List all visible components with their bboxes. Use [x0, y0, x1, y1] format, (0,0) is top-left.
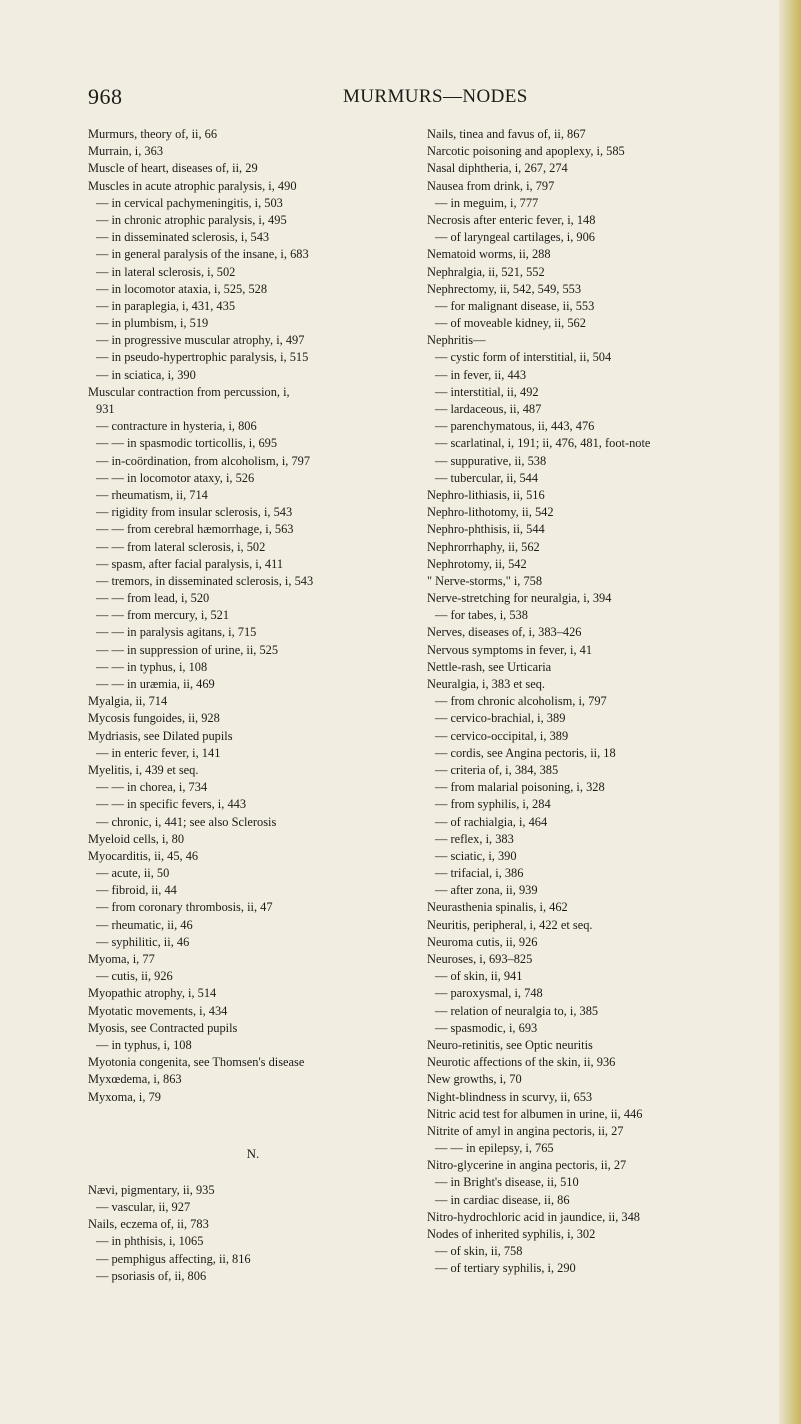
index-entry: Neurasthenia spinalis, i, 462 [427, 900, 568, 915]
index-subentry: — — in paralysis agitans, i, 715 [96, 625, 257, 640]
index-subentry: — cordis, see Angina pectoris, ii, 18 [435, 745, 616, 760]
index-subentry: — pemphigus affecting, ii, 816 [96, 1251, 251, 1266]
index-subentry: — lardaceous, ii, 487 [435, 402, 542, 416]
index-entry: Neuritis, peripheral, i, 422 et seq. [427, 917, 593, 932]
index-subentry: — in phthisis, i, 1065 [96, 1234, 204, 1249]
index-subentry: — in general paralysis of the insane, i, 683 [96, 247, 309, 262]
index-entry: Muscles in acute atrophic paralysis, i, 490 [88, 178, 297, 193]
index-entry: Nitric acid test for albumen in urine, ii, 446 [427, 1106, 643, 1121]
index-subentry: — reflex, i, 383 [435, 831, 514, 846]
index-subentry: — cervico-brachial, i, 389 [435, 711, 566, 726]
index-entry: Mycosis fungoides, ii, 928 [88, 711, 220, 726]
index-entry: Nodes of inherited syphilis, i, 302 [427, 1227, 596, 1241]
index-subentry: — fibroid, ii, 44 [96, 883, 177, 898]
index-entry: Myosis, see Contracted pupils [88, 1020, 238, 1035]
index-entry: Myxœdema, i, 863 [88, 1072, 182, 1087]
index-subentry: — in sciatica, i, 390 [96, 367, 196, 382]
index-subentry: — — from mercury, i, 521 [96, 608, 230, 623]
index-subentry: — syphilitic, ii, 46 [96, 934, 190, 949]
index-subentry: — trifacial, i, 386 [435, 866, 524, 881]
index-subentry: — of laryngeal cartilages, i, 906 [435, 230, 595, 245]
index-entry: Myocarditis, ii, 45, 46 [88, 848, 199, 863]
index-subentry: — rigidity from insular sclerosis, i, 543 [96, 505, 293, 520]
index-subentry: — of tertiary syphilis, i, 290 [435, 1261, 576, 1276]
index-entry: Muscle of heart, diseases of, ii, 29 [88, 161, 258, 176]
index-entry: Neurotic affections of the skin, ii, 936 [427, 1055, 616, 1070]
index-column-right [427, 126, 767, 1278]
index-subentry: — contracture in hysteria, i, 806 [96, 419, 257, 434]
index-entry: Nerve-stretching for neuralgia, i, 394 [427, 591, 612, 606]
index-subentry: — in chronic atrophic paralysis, i, 495 [96, 212, 287, 227]
index-entry: Myoma, i, 77 [88, 952, 155, 966]
index-subentry: — — in locomotor ataxy, i, 526 [96, 470, 255, 485]
index-entry: Nephro-lithiasis, ii, 516 [427, 487, 545, 502]
section-letter: N. [246, 1145, 260, 1161]
index-subentry: — in lateral sclerosis, i, 502 [96, 264, 236, 279]
index-subentry: — in plumbism, i, 519 [96, 316, 209, 331]
index-entry: Nausea from drink, i, 797 [427, 178, 555, 193]
index-entry: Muscular contraction from percussion, i, [88, 384, 290, 399]
index-subentry: — paroxysmal, i, 748 [435, 986, 543, 1001]
index-subentry: — in Bright's disease, ii, 510 [435, 1175, 579, 1190]
index-entry: Myeloid cells, i, 80 [88, 831, 185, 846]
index-entry: Myelitis, i, 439 et seq. [88, 762, 199, 777]
index-entry: Myotonia congenita, see Thomsen's disease [88, 1055, 305, 1070]
index-subentry: — in enteric fever, i, 141 [96, 745, 221, 760]
index-entry: Myotatic movements, i, 434 [88, 1003, 228, 1018]
index-subentry: — for tabes, i, 538 [435, 608, 528, 623]
index-entry: Nerves, diseases of, i, 383–426 [427, 625, 582, 640]
index-subentry: — — from lateral sclerosis, i, 502 [96, 539, 266, 554]
index-subentry: — of skin, ii, 941 [435, 969, 523, 984]
index-subentry: — from malarial poisoning, i, 328 [435, 780, 605, 795]
index-subentry: — from chronic alcoholism, i, 797 [435, 694, 607, 709]
index-subentry: — psoriasis of, ii, 806 [96, 1268, 207, 1283]
index-subentry: — tubercular, ii, 544 [435, 470, 539, 485]
index-subentry: — — in spasmodic torticollis, i, 695 [96, 436, 278, 451]
index-subentry: — in paraplegia, i, 431, 435 [96, 298, 236, 313]
index-subentry: — in meguim, i, 777 [435, 195, 539, 210]
index-subentry: — relation of neuralgia to, i, 385 [435, 1003, 599, 1018]
index-subentry: — in pseudo-hypertrophic paralysis, i, 515 [96, 350, 309, 365]
index-entry: Neuralgia, i, 383 et seq. [427, 677, 546, 691]
index-subentry: — — from cerebral hæmorrhage, i, 563 [96, 522, 294, 537]
index-entry: Nephro-lithotomy, ii, 542 [427, 505, 554, 520]
index-entry: Night-blindness in scurvy, ii, 653 [427, 1089, 593, 1104]
index-subentry: — in typhus, i, 108 [96, 1037, 192, 1052]
index-entry: Mydriasis, see Dilated pupils [88, 728, 233, 743]
index-subentry: — cystic form of interstitial, ii, 504 [435, 350, 612, 365]
index-column-left [88, 126, 418, 1285]
page-number: 968 [88, 84, 123, 109]
index-entry: New growths, i, 70 [427, 1072, 522, 1087]
index-entry: Nephrectomy, ii, 542, 549, 553 [427, 281, 582, 296]
index-entry: Neuro-retinitis, see Optic neuritis [427, 1037, 593, 1052]
index-subentry: — in cervical pachymeningitis, i, 503 [96, 195, 283, 210]
index-entry: Nails, tinea and favus of, ii, 867 [427, 127, 586, 141]
index-entry: Nettle-rash, see Urticaria [427, 659, 552, 674]
index-subentry: — — from lead, i, 520 [96, 591, 210, 606]
index-subentry: — of rachialgia, i, 464 [435, 814, 548, 829]
index-subentry: — interstitial, ii, 492 [435, 384, 539, 399]
index-subentry: — in progressive muscular atrophy, i, 497 [96, 333, 305, 348]
index-subentry: — sciatic, i, 390 [435, 848, 517, 863]
index-subentry: — from syphilis, i, 284 [435, 797, 551, 812]
index-subentry: — vascular, ii, 927 [96, 1200, 191, 1215]
index-subentry: — cutis, ii, 926 [96, 969, 173, 984]
index-subentry: — — in chorea, i, 734 [96, 780, 208, 795]
index-subentry: — in cardiac disease, ii, 86 [435, 1192, 570, 1207]
index-entry: Nævi, pigmentary, ii, 935 [88, 1182, 215, 1197]
index-entry: Nematoid worms, ii, 288 [427, 247, 551, 262]
index-subentry: — tremors, in disseminated sclerosis, i, 543 [96, 573, 314, 588]
running-head: MURMURS—NODES [343, 86, 528, 107]
index-entry: Nephrotomy, ii, 542 [427, 556, 527, 571]
index-subentry: — criteria of, i, 384, 385 [435, 762, 559, 777]
index-entry: Nephro-phthisis, ii, 544 [427, 522, 545, 537]
index-subentry: — chronic, i, 441; see also Sclerosis [96, 814, 277, 829]
index-subentry: — parenchymatous, ii, 443, 476 [435, 419, 595, 434]
index-entry: Nitro-hydrochloric acid in jaundice, ii, 348 [427, 1209, 640, 1224]
index-entry: Nasal diphtheria, i, 267, 274 [427, 161, 568, 176]
index-subentry: — rheumatic, ii, 46 [96, 917, 193, 932]
index-subentry: — — in suppression of urine, ii, 525 [96, 642, 279, 657]
index-subentry: — in locomotor ataxia, i, 525, 528 [96, 281, 268, 296]
index-subentry: — after zona, ii, 939 [435, 883, 538, 898]
index-subentry: — for malignant disease, ii, 553 [435, 298, 595, 313]
index-subentry: — of skin, ii, 758 [435, 1244, 523, 1259]
page-header [88, 84, 748, 114]
index-entry: Neuroses, i, 693–825 [427, 952, 533, 966]
index-entry: Necrosis after enteric fever, i, 148 [427, 212, 596, 227]
index-entry: Neuroma cutis, ii, 926 [427, 934, 538, 949]
index-entry: Murmurs, theory of, ii, 66 [88, 127, 218, 141]
index-entry: Narcotic poisoning and apoplexy, i, 585 [427, 144, 625, 159]
index-entry: Nephralgia, ii, 521, 552 [427, 264, 545, 279]
index-subentry: 931 [96, 402, 115, 416]
index-entry: Nitrite of amyl in angina pectoris, ii, 27 [427, 1123, 624, 1138]
index-subentry: — of moveable kidney, ii, 562 [435, 316, 586, 331]
index-subentry: — spasmodic, i, 693 [435, 1020, 538, 1035]
index-entry: " Nerve-storms," i, 758 [427, 573, 543, 588]
index-subentry: — rheumatism, ii, 714 [96, 487, 208, 502]
index-entry: Nephrorrhaphy, ii, 562 [427, 539, 540, 554]
index-subentry: — in-coördination, from alcoholism, i, 797 [96, 453, 311, 468]
index-subentry: — — in typhus, i, 108 [96, 659, 208, 674]
index-subentry: — in fever, ii, 443 [435, 367, 527, 382]
index-subentry: — acute, ii, 50 [96, 866, 170, 881]
index-entry: Nervous symptoms in fever, i, 41 [427, 642, 593, 657]
index-entry: Murrain, i, 363 [88, 144, 164, 159]
index-entry: Myxoma, i, 79 [88, 1089, 161, 1104]
index-entry: Nephritis— [427, 333, 486, 348]
index-subentry: — suppurative, ii, 538 [435, 453, 547, 468]
index-subentry: — — in epilepsy, i, 765 [435, 1141, 554, 1156]
index-entry: Myalgia, ii, 714 [88, 694, 168, 709]
index-subentry: — — in specific fevers, i, 443 [96, 797, 247, 812]
index-entry: Nails, eczema of, ii, 783 [88, 1217, 209, 1232]
index-subentry: — spasm, after facial paralysis, i, 411 [96, 556, 284, 571]
page-edge-binding [779, 0, 801, 1424]
index-subentry: — scarlatinal, i, 191; ii, 476, 481, foot-note [435, 436, 651, 451]
index-subentry: — — in uræmia, ii, 469 [96, 677, 215, 691]
index-subentry: — cervico-occipital, i, 389 [435, 728, 569, 743]
index-subentry: — from coronary thrombosis, ii, 47 [96, 900, 273, 915]
index-subentry: — in disseminated sclerosis, i, 543 [96, 230, 270, 245]
index-entry: Nitro-glycerine in angina pectoris, ii, 27 [427, 1158, 627, 1173]
index-entry: Myopathic atrophy, i, 514 [88, 986, 217, 1001]
